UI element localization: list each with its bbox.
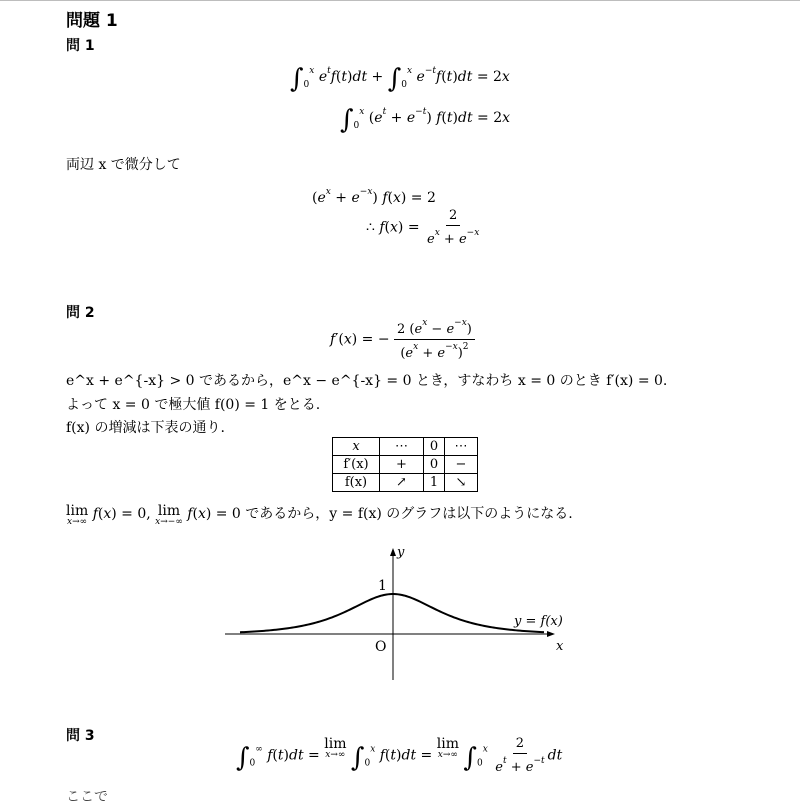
table-cell: f(x) xyxy=(333,474,380,492)
table-cell: ↗ xyxy=(380,474,424,492)
curve-label: y = f(x) xyxy=(514,614,563,629)
q2-explanation-line-1: e^x + e^{-x} > 0 であるから，e^x − e^{-x} = 0 とき，すなわち x = 0 のとき f′(x) = 0. xyxy=(66,373,668,389)
table-cell: 0 xyxy=(424,456,445,474)
table-cell: 0 xyxy=(424,438,445,456)
curve-f-x xyxy=(240,594,544,632)
q1-equation-1: $\int_0^x$ $e^tf(t)dt + \int_0^x$ $e^{-t}f(t)dt = 2x$ xyxy=(290,64,510,94)
table-cell: − xyxy=(445,456,478,474)
y-axis-arrow xyxy=(390,548,396,556)
q1-differentiate-text: 両辺 x で微分して xyxy=(66,157,181,173)
y-tick-label-1: 1 xyxy=(378,578,387,594)
table-cell: f′(x) xyxy=(333,456,380,474)
q2-explanation-line-3: f(x) の増減は下表の通り. xyxy=(66,420,225,436)
table-cell: 1 xyxy=(424,474,445,492)
y-axis-label: y xyxy=(397,545,405,560)
q1-result-equation: ∴ f(x) = $\frac{2}{e^x + e^{-x}}$ xyxy=(366,208,480,247)
q3-integral-equation: $\int_0^\infty$ f(t)dt = lim x→∞ $\int_0^x$ f(t)dt = lim x→∞ $\int_0^x$ $\frac{2}{e^t + e^{-t}}$ dt xyxy=(236,736,563,775)
question-3-label: 問 3 xyxy=(66,728,95,744)
x-axis-arrow xyxy=(547,631,555,637)
question-2-label: 問 2 xyxy=(66,305,95,321)
problem-title: 問題 1 xyxy=(66,11,118,31)
table-cell: ⋯ xyxy=(380,438,424,456)
x-axis-label: x xyxy=(556,639,564,654)
q2-explanation-line-2: よって x = 0 で極大値 f(0) = 1 をとる. xyxy=(66,397,321,413)
q1-equation-2: $\int_0^x$ $(e^t + e^{-t}) f(t)dt = 2x$ xyxy=(340,105,511,135)
q2-limit-text: であるから，y = f(x) のグラフは以下のようになる. xyxy=(245,506,573,522)
q3-continuation-text: ここで xyxy=(66,789,108,805)
origin-label: O xyxy=(375,639,387,655)
q2-limit-line: lim x→∞ f(x) = 0, lim x→−∞ f(x) = 0 であるから，y = f(x) のグラフは以下のようになる. xyxy=(66,503,573,527)
table-cell: ↘ xyxy=(445,474,478,492)
q2-derivative-equation: f′(x) = − $\frac{2 (e^x - e^{-x})}{(e^x + e^{-x})^2}$ xyxy=(330,318,475,361)
question-1-label: 問 1 xyxy=(66,38,95,54)
table-cell: + xyxy=(380,456,424,474)
q1-equation-3: $(e^x + e^{-x}) f(x) = 2$ xyxy=(312,187,436,206)
table-cell: ⋯ xyxy=(445,438,478,456)
table-cell: x xyxy=(333,438,380,456)
